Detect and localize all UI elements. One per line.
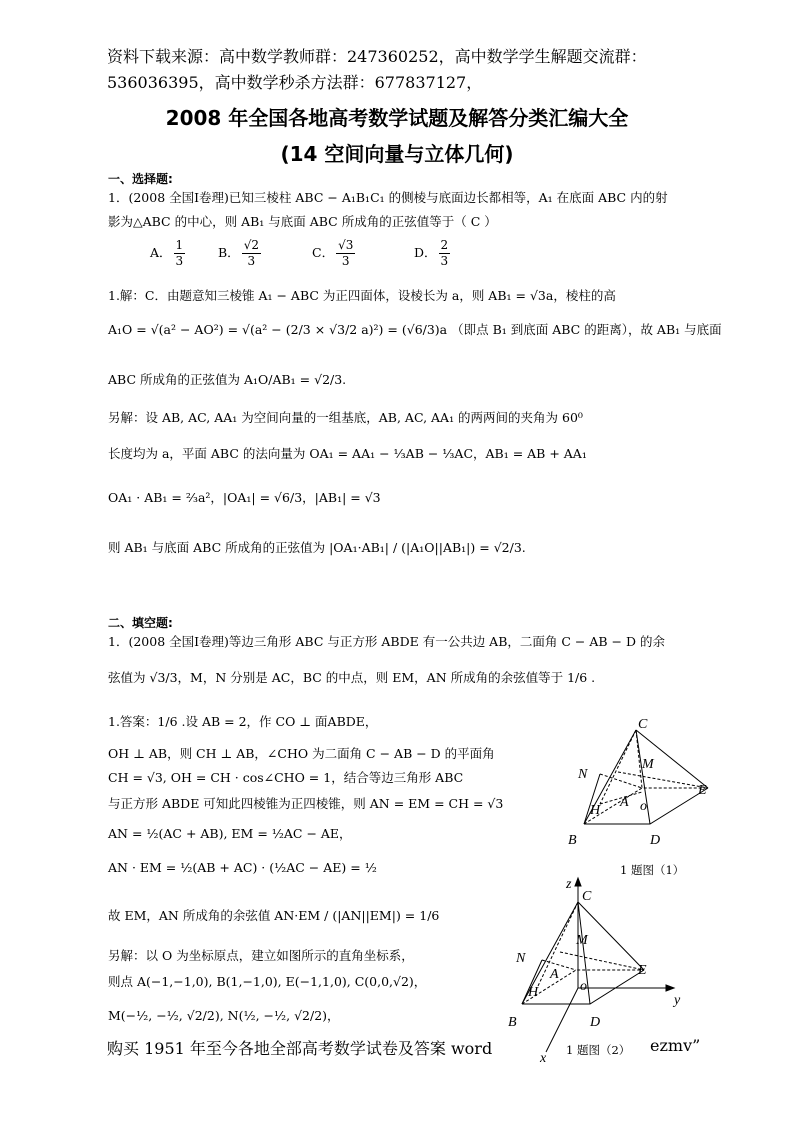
question-1-line-2: 影为△ABC 的中心，则 AB₁ 与底面 ABC 所成角的正弦值等于（ C ）	[108, 214, 497, 229]
source-line-1: 资料下载来源：高中数学教师群：247360252，高中数学学生解题交流群：	[107, 47, 647, 66]
fig1-label-b: B	[568, 833, 577, 848]
solution-1-line-1: 1.解：C．由题意知三棱锥 A₁ − ABC 为正四面体，设棱长为 a，则 AB₁ = √3a，棱柱的高	[108, 288, 616, 303]
option-c: C． $\frac{√3}{3}$	[312, 238, 354, 268]
footer-tail: ezmv”	[650, 1036, 701, 1055]
question-1-line-1: 1．(2008 全国Ⅰ卷理)已知三棱柱 ABC − A₁B₁C₁ 的侧棱与底面边长都相等，A₁ 在底面 ABC 内的射	[108, 190, 668, 205]
document-subtitle: (14 空间向量与立体几何)	[280, 142, 514, 166]
answer-line-2: OH ⊥ AB，则 CH ⊥ AB，∠CHO 为二面角 C − AB − D 的平面角	[108, 746, 495, 761]
fig1-label-n: N	[578, 767, 588, 782]
footer-text: 购买 1951 年至今各地全部高考数学试卷及答案 word	[107, 1039, 493, 1058]
option-b: B． $\frac{√2}{3}$	[218, 238, 259, 268]
section-heading-fill: 二、填空题:	[108, 616, 173, 630]
fig1-label-e: E	[698, 783, 707, 798]
option-a-num: 1	[175, 238, 184, 252]
answer-line-3: CH = √3, OH = CH · cos∠CHO = 1，结合等边三角形 ABC	[108, 770, 464, 785]
fig1-label-a: A	[620, 795, 629, 810]
fill-question-1-line-1: 1．(2008 全国Ⅰ卷理)等边三角形 ABC 与正方形 ABDE 有一公共边 AB，二面角 C − AB − D 的余	[108, 634, 665, 649]
fig2-label-e: E	[638, 963, 647, 978]
fig2-label-x: x	[540, 1051, 547, 1064]
fig2-label-b: B	[508, 1015, 517, 1030]
fig2-label-c: C	[582, 889, 592, 904]
option-a-den: 3	[175, 254, 184, 268]
answer-line-5: AN = ½(AC + AB), EM = ½AC − AE，	[108, 826, 352, 841]
answer-line-9: 则点 A(−1,−1,0), B(1,−1,0), E(−1,1,0), C(0,0,√2)，	[108, 974, 427, 989]
figure-1-caption: 1 题图（1）	[620, 863, 685, 877]
fill-question-1-line-2: 弦值为 √3/3，M，N 分别是 AC，BC 的中点，则 EM，AN 所成角的余弦值等于 1/6 .	[108, 670, 596, 685]
fig1-label-h: H	[590, 803, 601, 818]
solution-1-line-3: ABC 所成角的正弦值为 A₁O/AB₁ = √2/3.	[108, 372, 347, 387]
source-line-2: 536036395，高中数学秒杀方法群：677837127，	[107, 73, 483, 92]
fig1-label-d: D	[650, 833, 661, 848]
fig2-label-z: z	[566, 877, 572, 892]
alt-solution-line-4: 则 AB₁ 与底面 ABC 所成角的正弦值为 |OA₁·AB₁| / (|A₁O||AB₁|) = √2/3.	[108, 540, 526, 555]
document-title: 2008 年全国各地高考数学试题及解答分类汇编大全	[165, 106, 629, 130]
option-d: D． $\frac{2}{3}$	[414, 238, 449, 268]
fig2-label-m: M	[576, 933, 588, 948]
alt-solution-line-1: 另解：设 AB, AC, AA₁ 为空间向量的一组基底，AB, AC, AA₁ 的两两间的夹角为 60⁰	[108, 410, 583, 425]
fig2-label-a: A	[550, 967, 559, 982]
answer-line-4: 与正方形 ABDE 可知此四棱锥为正四棱锥，则 AN = EM = CH = √3	[108, 796, 504, 811]
answer-line-7: 故 EM，AN 所成角的余弦值 AN·EM / (|AN||EM|) = 1/6	[108, 908, 440, 923]
answer-line-8: 另解：以 O 为坐标原点，建立如图所示的直角坐标系，	[108, 948, 414, 963]
answer-line-1: 1.答案：1/6 .设 AB = 2，作 CO ⊥ 面ABDE，	[108, 714, 378, 729]
option-b-num: √2	[243, 238, 259, 252]
alt-solution-line-3: OA₁ · AB₁ = ⅔a²，|OA₁| = √6/3，|AB₁| = √3	[108, 490, 381, 505]
alt-solution-line-2: 长度均为 a，平面 ABC 的法向量为 OA₁ = AA₁ − ⅓AB − ⅓AC，AB₁ = AB + AA₁	[108, 446, 587, 461]
fig2-label-o: o	[580, 979, 587, 994]
option-c-num: √3	[338, 238, 354, 252]
option-b-den: 3	[247, 254, 256, 268]
fig2-label-n: N	[516, 951, 526, 966]
fig1-label-c: C	[638, 717, 648, 732]
option-d-num: 2	[440, 238, 449, 252]
option-c-den: 3	[341, 254, 350, 268]
fig2-label-h: H	[528, 985, 539, 1000]
answer-line-6: AN · EM = ½(AB + AC) · (½AC − AE) = ½	[108, 860, 377, 875]
fig1-label-m: M	[642, 757, 654, 772]
fig2-label-d: D	[590, 1015, 601, 1030]
option-a: A． $\frac{1}{3}$	[150, 238, 184, 268]
option-d-den: 3	[440, 254, 449, 268]
fig1-label-o: o	[640, 799, 647, 814]
figure-2-caption: 1 题图（2）	[566, 1043, 631, 1057]
section-heading-choice: 一、选择题:	[108, 172, 173, 186]
solution-1-line-2: A₁O = √(a² − AO²) = √(a² − (2/3 × √3/2 a)²) = (√6/3)a （即点 B₁ 到底面 ABC 的距离），故 AB₁ 与底面	[108, 322, 722, 337]
answer-line-10: M(−½, −½, √2/2), N(½, −½, √2/2)，	[108, 1008, 340, 1023]
pyramid-figure-1	[560, 712, 720, 862]
fig2-label-y: y	[674, 993, 681, 1008]
